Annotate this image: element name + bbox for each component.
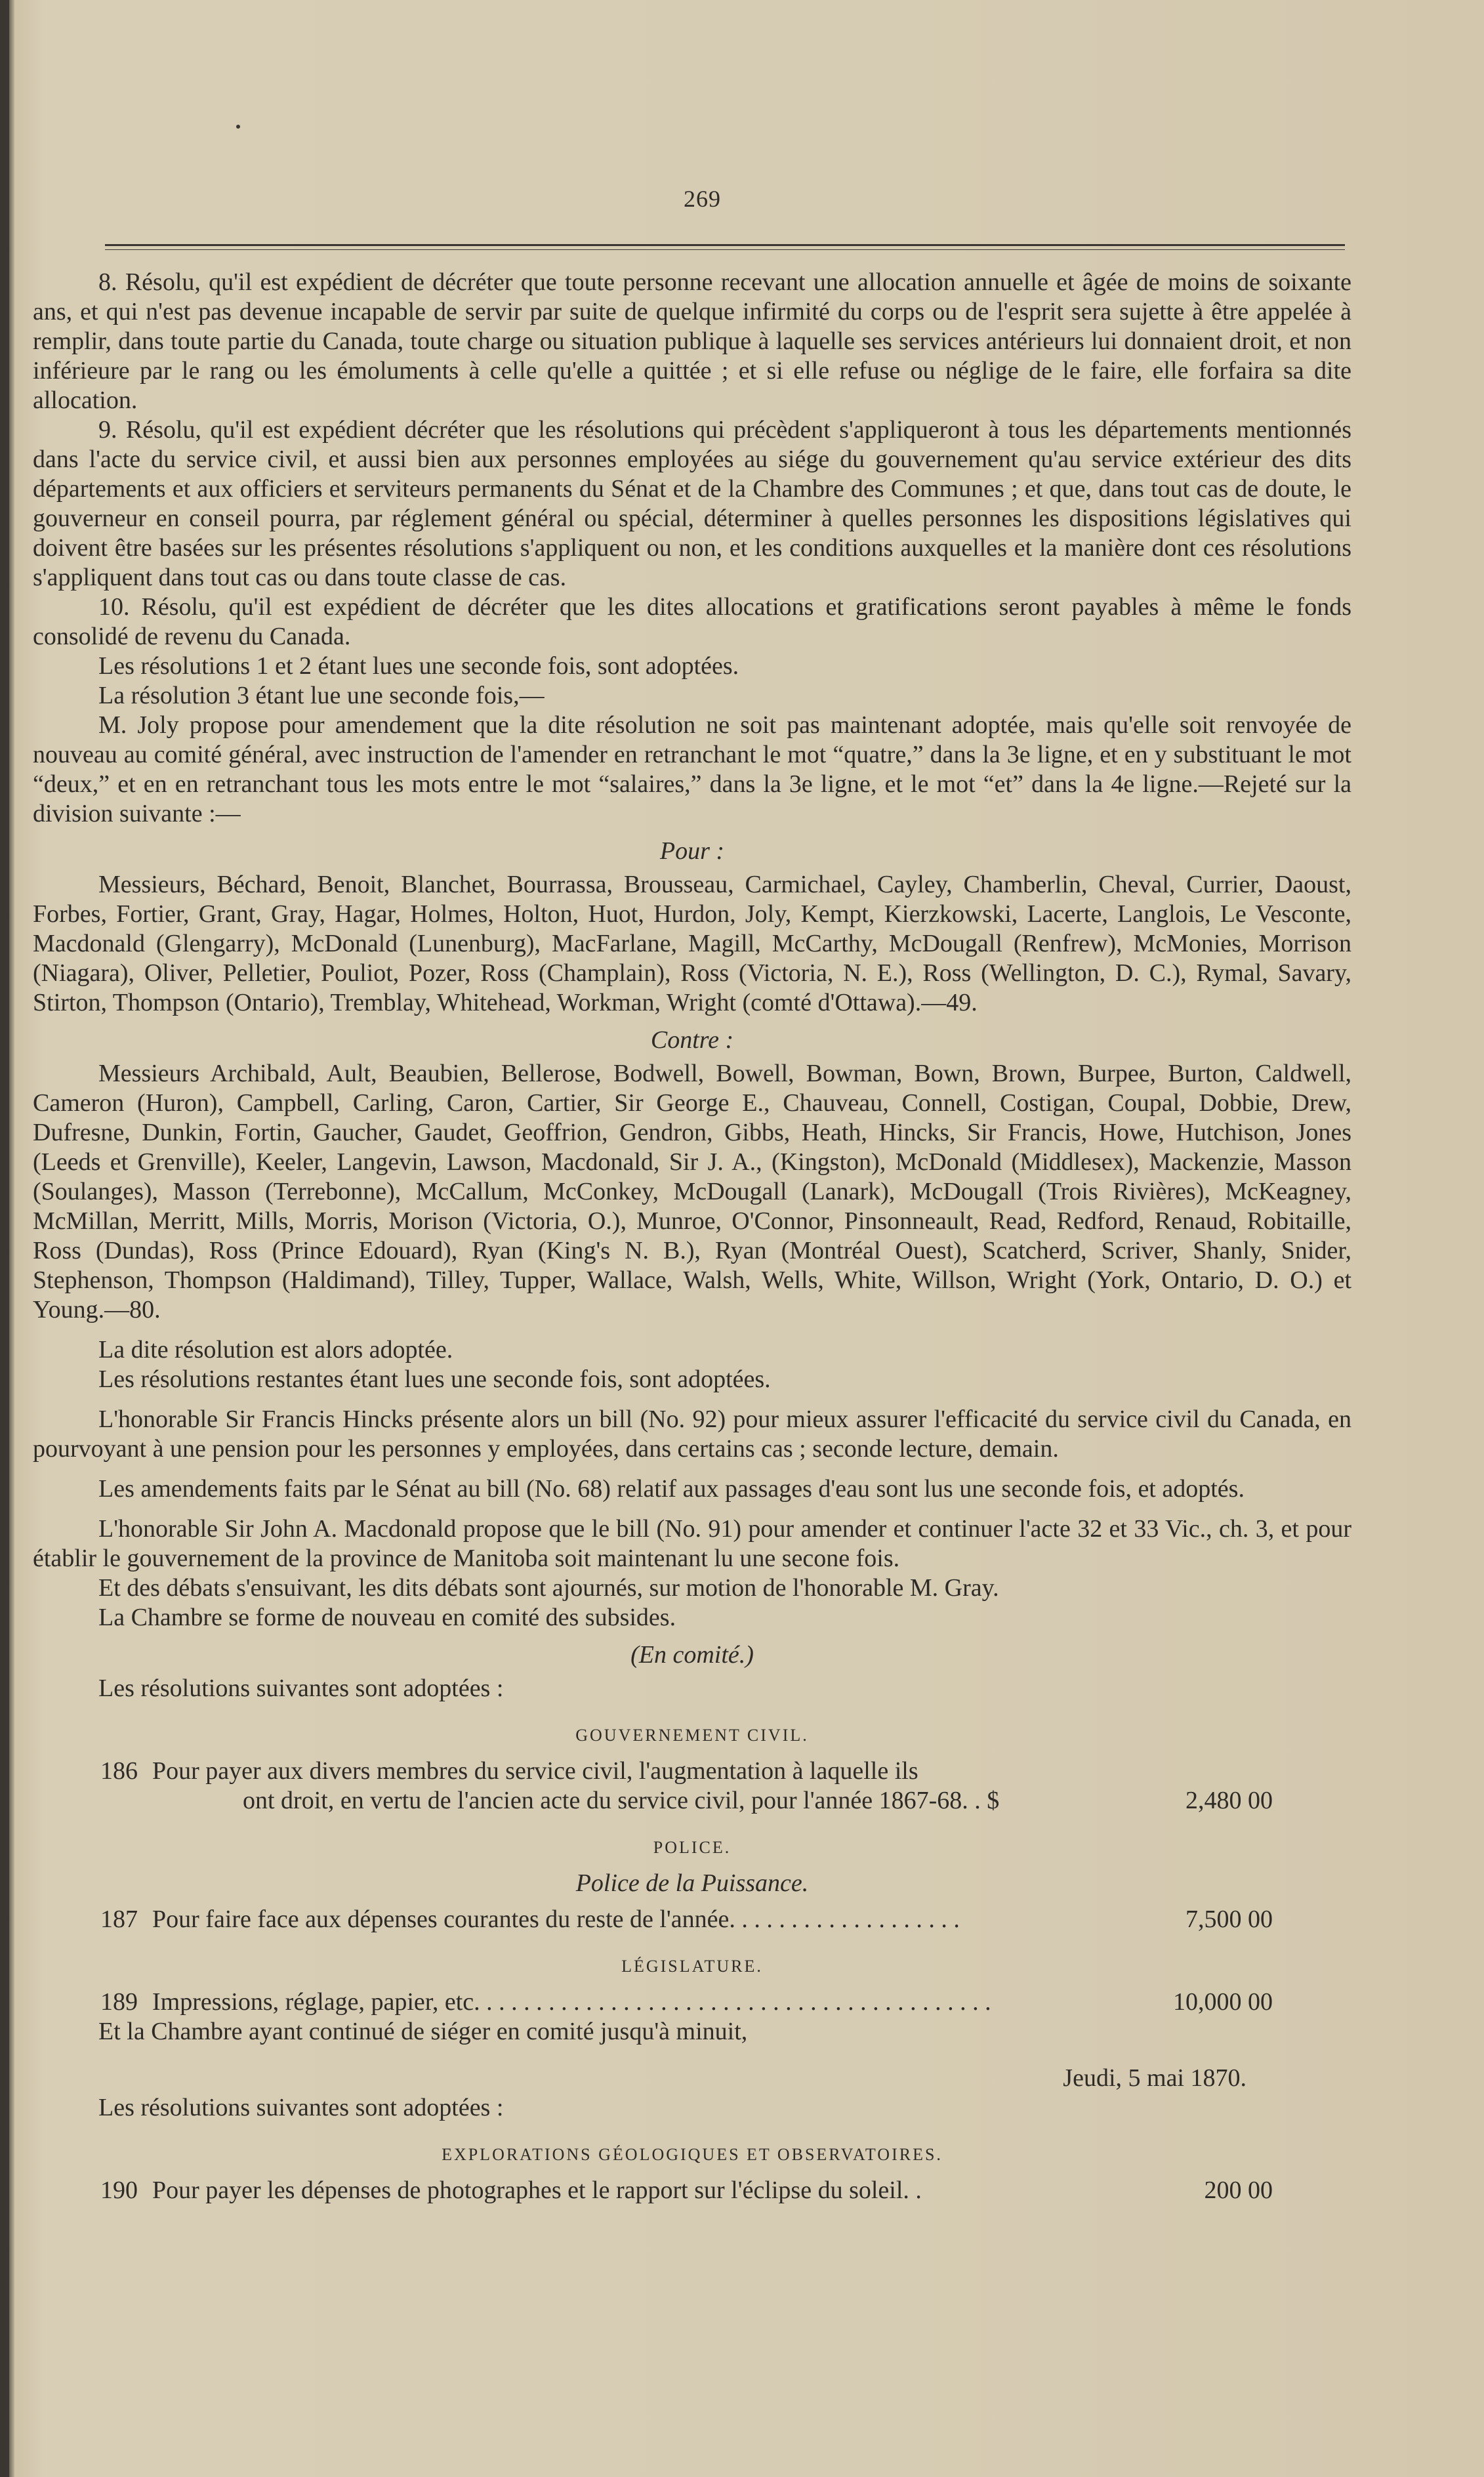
page-gutter (9, 0, 14, 2477)
item-number: 189 (100, 1988, 138, 2016)
item-number: 187 (100, 1905, 138, 1933)
page-body (33, 268, 1351, 2205)
subheading-police-puissance: Police de la Puissance. (575, 1869, 809, 1897)
joly-amendment: M. Joly propose pour amendement que la dite résolution ne soit pas maintenant adoptée, mais qu'elle soit renvoyée de nouveau au comité général, avec instruction de l'amender en retranchant le mot “quatre,” dans la 3e ligne, et en y substituant le mot “deux,” et en en retranchant tous les mots entre le mot “salaires,” dans la 3e ligne, et le mot “et” dans la 4e ligne.—Rejeté sur la division suivante :— (33, 711, 1351, 827)
item-amount: 7,500 00 (1185, 1905, 1273, 1933)
committee-of-supply: La Chambre se forme de nouveau en comité des subsides. (98, 1604, 676, 1631)
header-rule-thin (105, 249, 1345, 250)
section-heading-legislature: LÉGISLATURE. (621, 1957, 763, 1976)
ink-speck (236, 125, 240, 129)
contre-list: Messieurs Archibald, Ault, Beaubien, Bellerose, Bodwell, Bowell, Bowman, Bown, Brown, Burpee, Burton, Caldwell, Cameron (Huron), Campbell, Carling, Caron, Cartier, Sir George E., Chauveau, Connell, Costigan, Coupal, Dobbie, Drew, Dufresne, Dunkin, Fortin, Gaucher, Gaudet, Geoffrion, Gendron, Gibbs, Heath, Hincks, Sir Francis, Howe, Hutchison, Jones (Leeds et Grenville), Keeler, Langevin, Lawson, Macdonald, Sir J. A., (Kingston), McDonald (Middlesex), Mackenzie, Masson (Soulanges), Masson (Terrebonne), McCallum, McConkey, McDougall (Lanark), McDougall (Trois Rivières), McKeagney, McMillan, Merritt, Mills, Morris, Morison (Victoria, O.), Munroe, O'Connor, Pinsonneault, Read, Redford, Renaud, Robitaille, Ross (Dundas), Ross (Prince Edouard), Ryan (King's N. B.), Ryan (Montréal Ouest), Scatcherd, Scriver, Shanly, Snider, Stephenson, Thompson (Haldimand), Tilley, Tupper, Wallace, Walsh, Wells, White, Willson, Wright (York, Ontario, D. O.) et Young.—80. (33, 1060, 1351, 1323)
item-186 (33, 1757, 1351, 1786)
pour-heading: Pour : (659, 837, 725, 865)
item-189 (33, 1988, 1351, 2017)
en-comite-heading: (En comité.) (630, 1641, 754, 1669)
resolution-3-read: La résolution 3 étant lue une seconde fois,— (98, 682, 545, 709)
bill-68-paragraph: Les amendements faits par le Sénat au bill (No. 68) relatif aux passages d'eau sont lus une seconde fois, et adoptés. (98, 1475, 1245, 1503)
contre-heading: Contre : (650, 1026, 734, 1054)
resolution-8: 8. Résolu, qu'il est expédient de décréter que toute personne recevant une allocation annuelle et âgée de moins de soixante ans, et qui n'est pas devenue incapable de servir par suite de quelque infirmité du corps ou de l'esprit sera sujette à être appelée à remplir, dans toute partie du Canada, toute charge ou situation publique à laquelle ses services antérieurs lui donnaient droit, et non inférieure par le rang ou les émoluments à celle qu'elle a quittée ; et si elle refuse ou néglige de le faire, elle forfaira sa dite allocation. (33, 268, 1351, 414)
resolutions-adopted-intro: Les résolutions suivantes sont adoptées : (98, 1675, 504, 1702)
pour-list: Messieurs, Béchard, Benoit, Blanchet, Bourrassa, Brousseau, Carmichael, Cayley, Chamberlin, Cheval, Currier, Daoust, Forbes, Fortier, Grant, Gray, Hagar, Holmes, Holton, Huot, Hurdon, Joly, Kempt, Kierzkowski, Lacerte, Langlois, Le Vesconte, Macdonald (Glengarry), McDonald (Lunenburg), MacFarlane, Magill, McCarthy, McDougall (Renfrew), McMonies, Morrison (Niagara), Oliver, Pelletier, Pouliot, Pozer, Ross (Champlain), Ross (Victoria, N. E.), Ross (Wellington, D. C.), Rymal, Savary, Stirton, Thompson (Ontario), Tremblay, Whitehead, Workman, Wright (comté d'Ottawa).—49. (33, 871, 1351, 1016)
bill-92-paragraph: L'honorable Sir Francis Hincks présente alors un bill (No. 92) pour mieux assurer l'efficacité du service civil du Canada, en pourvoyant à une pension pour les personnes y employées, dans certains cas ; seconde lecture, demain. (33, 1405, 1351, 1463)
header-rule-thick (105, 244, 1345, 246)
item-number: 186 (100, 1757, 138, 1785)
item-186-continued (33, 1786, 1351, 1816)
date-line: Jeudi, 5 mai 1870. (1063, 2064, 1247, 2092)
item-amount: 10,000 00 (1173, 1988, 1273, 2016)
item-number: 190 (100, 2176, 138, 2204)
bill-91-paragraph: L'honorable Sir John A. Macdonald propose que le bill (No. 91) pour amender et continuer l'acte 32 et 33 Vic., ch. 3, et pour établir le gouvernement de la province de Manitoba soit maintenant lu une secone fois. (33, 1515, 1351, 1572)
resolution-10: 10. Résolu, qu'il est expédient de décréter que les dites allocations et gratifications seront payables à même le fonds consolidé de revenu du Canada. (33, 593, 1351, 650)
resolution-9: 9. Résolu, qu'il est expédient décréter que les résolutions qui précèdent s'appliqueront à tous les départements mentionnés dans l'acte du service civil, et aussi bien aux personnes employées au siége du gouvernement qu'au service extérieur des dits départements et aux officiers et serviteurs permanents du Sénat et de la Chambre des Communes ; et que, dans tout cas de doute, le gouverneur en conseil pourra, par réglement général ou spécial, déterminer à quelles personnes les dispositions législatives qui doivent être basées sur les présentes résolutions s'appliquent ou non, et les conditions auxquelles et la manière dont ces résolutions s'appliquent dans tout cas ou dans toute classe de cas. (33, 416, 1351, 591)
sitting-until-midnight: Et la Chambre ayant continué de siéger en comité jusqu'à minuit, (98, 2018, 748, 2045)
resolutions-adopted-intro-2: Les résolutions suivantes sont adoptées : (98, 2094, 504, 2121)
item-187 (33, 1905, 1351, 1934)
resolution-adopted: La dite résolution est alors adoptée. (98, 1336, 453, 1363)
section-heading-gouvernement-civil: GOUVERNEMENT CIVIL. (575, 1726, 809, 1745)
remaining-resolutions: Les résolutions restantes étant lues une seconde fois, sont adoptées. (98, 1365, 771, 1393)
item-amount: 2,480 00 (1185, 1787, 1273, 1814)
item-amount: 200 00 (1204, 2176, 1273, 2204)
item-190 (33, 2176, 1351, 2205)
item-description-continued: ont droit, en vertu de l'ancien acte du service civil, pour l'année 1867-68. . $ (243, 1787, 1000, 1814)
page-number: 269 (684, 186, 721, 212)
item-description: Pour payer aux divers membres du service civil, l'augmentation à laquelle ils (152, 1757, 918, 1785)
section-heading-explorations: EXPLORATIONS GÉOLOGIQUES ET OBSERVATOIRES. (442, 2145, 943, 2164)
section-heading-police: POLICE. (653, 1838, 732, 1857)
item-description: Impressions, réglage, papier, etc. . . . . . . . . . . . . . . . . . . . . . . . . . . . . . . . . . . . . . . . . . (152, 1988, 991, 2016)
debates-adjourned: Et des débats s'ensuivant, les dits débats sont ajournés, sur motion de l'honorable M. Gray. (98, 1574, 999, 1602)
item-description: Pour payer les dépenses de photographes et le rapport sur l'éclipse du soleil. . (152, 2176, 922, 2204)
resolutions-1-2-adopted: Les résolutions 1 et 2 étant lues une seconde fois, sont adoptées. (98, 652, 739, 680)
item-description: Pour faire face aux dépenses courantes du reste de l'année. . . . . . . . . . . . . . . . . . . (152, 1905, 960, 1933)
book-spine (0, 0, 9, 2477)
